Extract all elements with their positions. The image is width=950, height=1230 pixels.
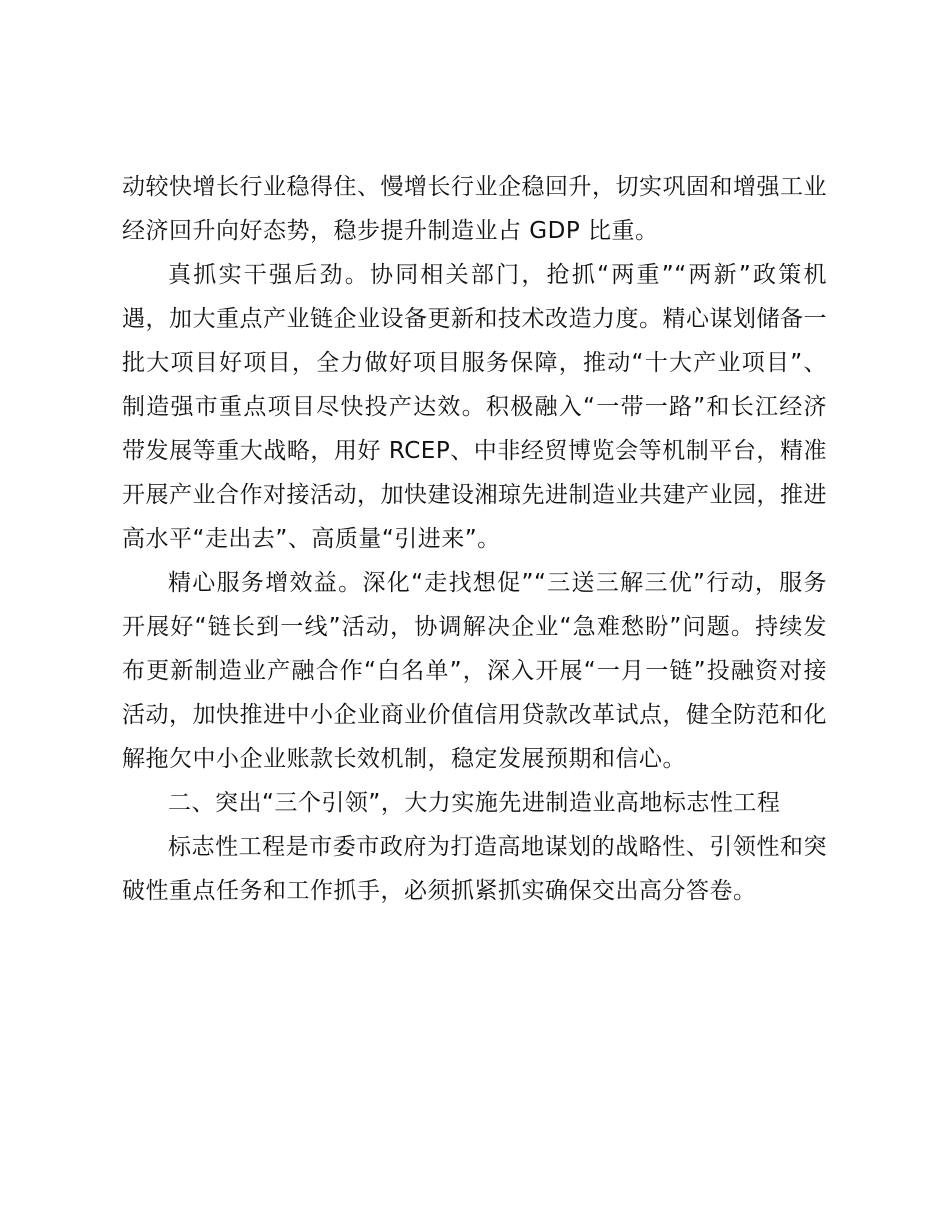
paragraph-service-efficiency: 精心服务增效益。深化“走找想促”“三送三解三优”行动，服务开展好“链长到一线”活动，协调解决企业“急难愁盼”问题。持续发布更新制造业产融合作“白名单”，深入开展“一月一链”投融资对接活动，加快推进中小企业商业价值信用贷款改革试点，健全防范和化解拖欠中小企业账款长效机制，稳定发展预期和信心。 bbox=[122, 570, 827, 772]
paragraph-continuation: 动较快增长行业稳得住、慢增长行业企稳回升，切实巩固和增强工业经济回升向好态势，稳步提升制造业占 GDP 比重。 bbox=[122, 174, 827, 244]
document-body bbox=[122, 165, 827, 913]
paragraph-landmark-projects: 标志性工程是市委市政府为打造高地谋划的战略性、引领性和突破性重点任务和工作抓手，必须抓紧抓实确保交出高分答卷。 bbox=[122, 834, 827, 904]
paragraph-strengthen-momentum: 真抓实干强后劲。协同相关部门，抢抓“两重”“两新”政策机遇，加大重点产业链企业设备更新和技术改造力度。精心谋划储备一批大项目好项目，全力做好项目服务保障，推动“十大产业项目”、制造强市重点项目尽快投产达效。积极融入“一带一路”和长江经济带发展等重大战略，用好 RCEP、中非经贸博览会等机制平台，精准开展产业合作对接活动，加快建设湘琼先进制造业共建产业园，推进高水平“走出去”、高质量“引进来”。 bbox=[122, 262, 827, 552]
section-heading-two: 二、突出“三个引领”，大力实施先进制造业高地标志性工程 bbox=[168, 790, 781, 816]
